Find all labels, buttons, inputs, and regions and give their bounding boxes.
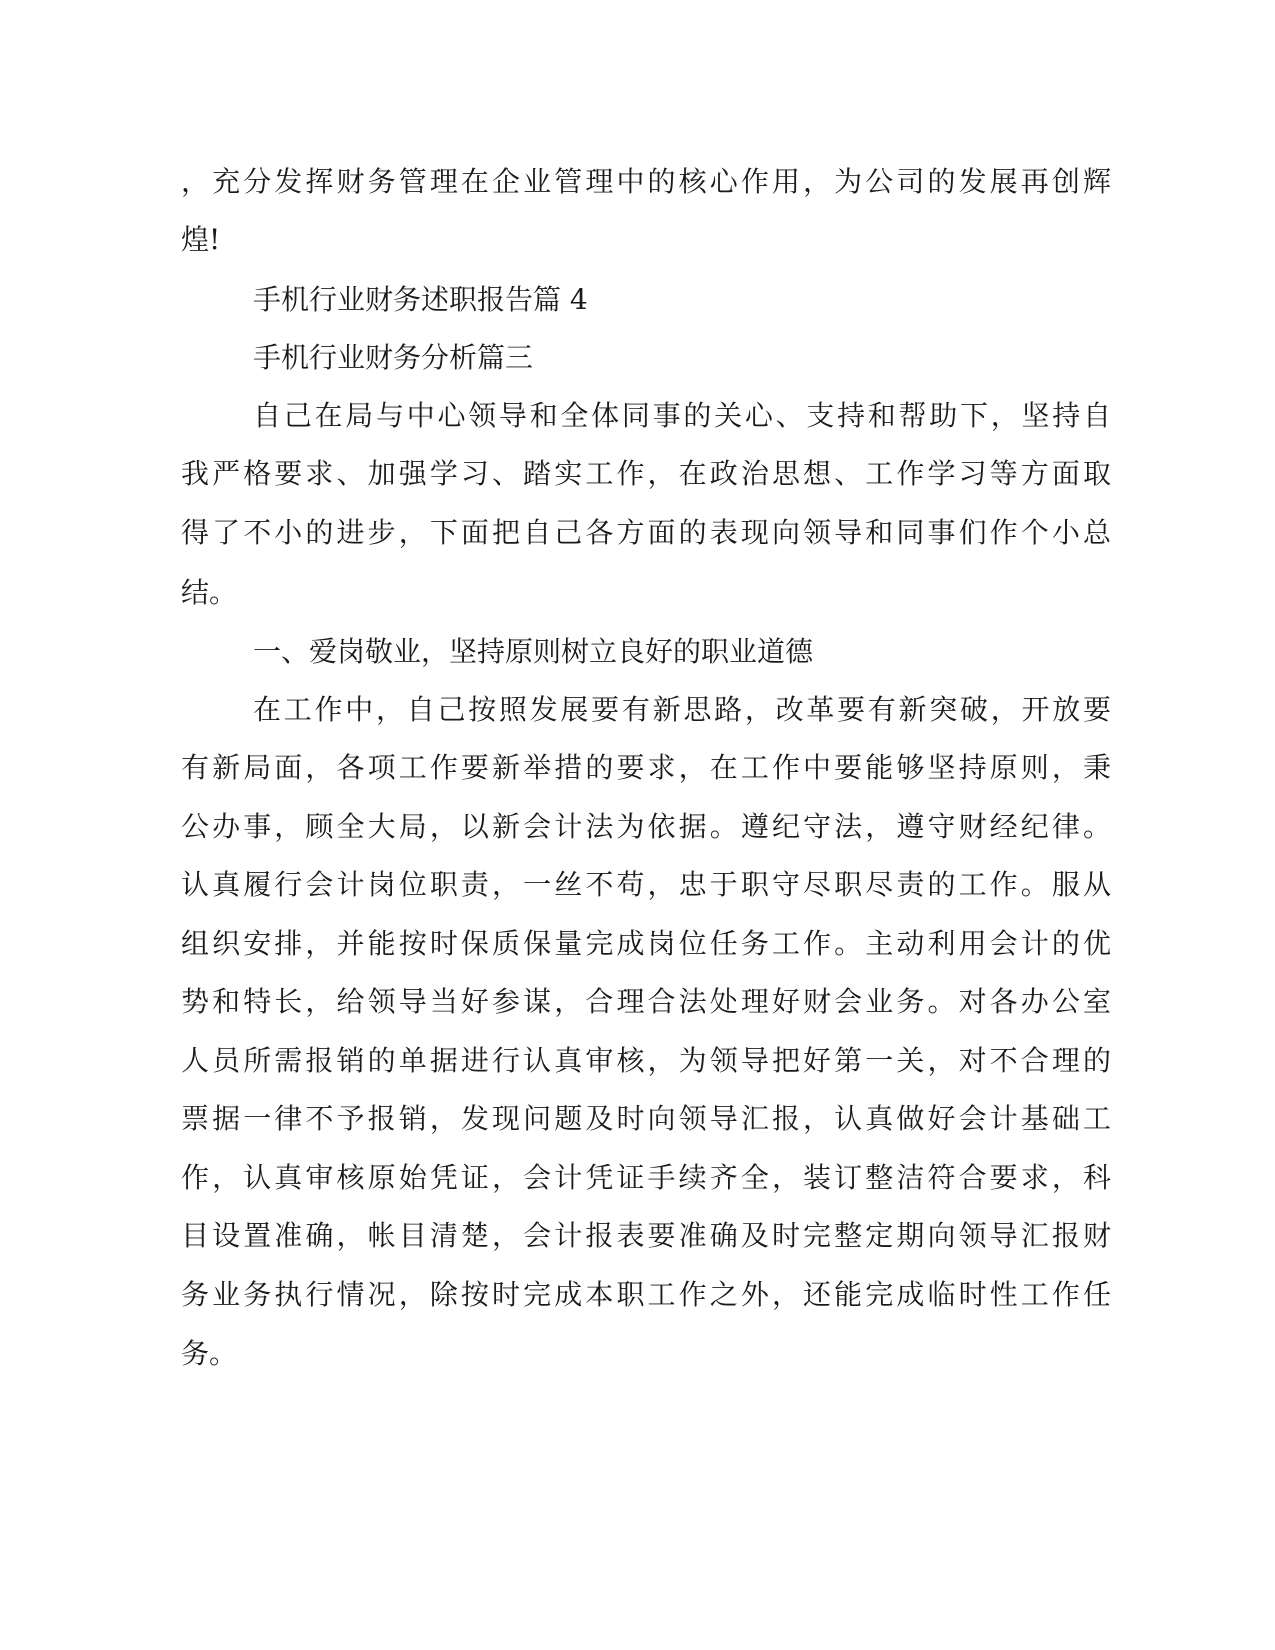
paragraph-line: 票据一律不予报销，发现问题及时向领导汇报，认真做好会计基础工 xyxy=(181,1102,1111,1135)
paragraph-line: 人员所需报销的单据进行认真审核，为领导把好第一关，对不合理的 xyxy=(181,1044,1111,1077)
paragraph-line: 公办事，顾全大局，以新会计法为依据。遵纪守法，遵守财经纪律。 xyxy=(181,810,1111,843)
paragraph-line: 作，认真审核原始凭证，会计凭证手续齐全，装订整洁符合要求，科 xyxy=(181,1161,1111,1194)
paragraph-line: 我严格要求、加强学习、踏实工作，在政治思想、工作学习等方面取 xyxy=(181,457,1111,490)
paragraph-line: 煌! xyxy=(181,223,221,256)
section-heading: 一、爱岗敬业，坚持原则树立良好的职业道德 xyxy=(253,635,814,668)
paragraph-line: 务业务执行情况，除按时完成本职工作之外，还能完成临时性工作任 xyxy=(181,1278,1111,1311)
paragraph-line: 自己在局与中心领导和全体同事的关心、支持和帮助下，坚持自 xyxy=(253,399,1111,432)
paragraph-line: 务。 xyxy=(181,1337,238,1370)
paragraph-line: 认真履行会计岗位职责，一丝不苟，忠于职守尽职尽责的工作。服从 xyxy=(181,868,1111,901)
paragraph-line: 得了不小的进步，下面把自己各方面的表现向领导和同事们作个小总 xyxy=(181,516,1111,549)
paragraph-line: 组织安排，并能按时保质保量完成岗位任务工作。主动利用会计的优 xyxy=(181,927,1111,960)
section-heading: 手机行业财务述职报告篇 4 xyxy=(253,283,588,316)
paragraph-line: 结。 xyxy=(181,576,238,609)
paragraph-line: ，充分发挥财务管理在企业管理中的核心作用，为公司的发展再创辉 xyxy=(181,165,1111,198)
paragraph-line: 在工作中，自己按照发展要有新思路，改革要有新突破，开放要 xyxy=(253,693,1111,726)
section-heading: 手机行业财务分析篇三 xyxy=(253,341,534,374)
paragraph-line: 势和特长，给领导当好参谋，合理合法处理好财会业务。对各办公室 xyxy=(181,985,1111,1018)
paragraph-line: 有新局面，各项工作要新举措的要求，在工作中要能够坚持原则，秉 xyxy=(181,751,1111,784)
paragraph-line: 目设置准确，帐目清楚，会计报表要准确及时完整定期向领导汇报财 xyxy=(181,1219,1111,1252)
